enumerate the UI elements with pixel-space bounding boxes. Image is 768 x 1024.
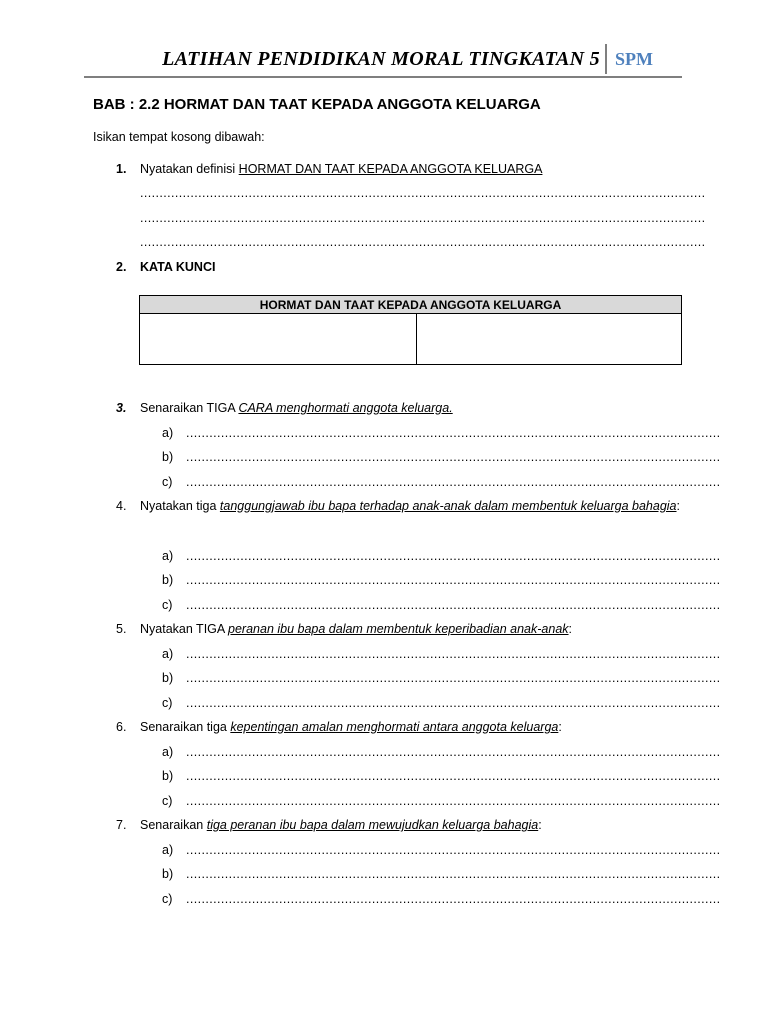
- header-title: LATIHAN PENDIDIKAN MORAL TINGKATAN 5: [162, 48, 600, 70]
- q6-sub-a-label: a): [162, 745, 174, 759]
- chapter-title: BAB : 2.2 HORMAT DAN TAAT KEPADA ANGGOTA KELUARGA: [93, 96, 541, 113]
- q6-suffix: :: [558, 720, 562, 734]
- q7-sub-a-answer[interactable]: ..........................................................................................................................................: [186, 843, 721, 857]
- page-header: [84, 40, 682, 78]
- q5-sub-a-answer[interactable]: ..........................................................................................................................................: [186, 647, 721, 661]
- q6-prefix: Senaraikan tiga: [140, 720, 231, 734]
- q6-sub-c-answer[interactable]: ..........................................................................................................................................: [186, 794, 721, 808]
- q5-text: [140, 622, 572, 636]
- q5-emphasis: peranan ibu bapa dalam membentuk keperibadian anak-anak: [228, 622, 569, 636]
- q1-answer-line-2[interactable]: ..................................................................................................................................................: [140, 211, 706, 225]
- q3-sub-b-label: b): [162, 450, 174, 464]
- q1-text: [140, 162, 542, 176]
- q3-sub-c-answer[interactable]: ..........................................................................................................................................: [186, 475, 721, 489]
- q5-sub-c-label: c): [162, 696, 173, 710]
- q4-emphasis: tanggungjawab ibu bapa terhadap anak-anak dalam membentuk keluarga bahagia: [219, 499, 677, 513]
- q6-sub-b-label: b): [162, 769, 174, 783]
- q7-text: [140, 818, 542, 832]
- q7-sub-a-label: a): [162, 843, 174, 857]
- q2-text: KATA KUNCI: [140, 260, 216, 274]
- q5-sub-b-answer[interactable]: ..........................................................................................................................................: [186, 671, 721, 685]
- q4-sub-a-answer[interactable]: ..........................................................................................................................................: [186, 549, 721, 563]
- q4-sub-c-label: c): [162, 598, 173, 612]
- q5-suffix: :: [568, 622, 573, 636]
- q4-number: 4.: [116, 499, 127, 513]
- q7-prefix: Senaraikan: [140, 818, 207, 832]
- q6-sub-a-answer[interactable]: ..........................................................................................................................................: [186, 745, 721, 759]
- q6-number: 6.: [116, 720, 127, 734]
- q7-number: 7.: [116, 818, 127, 832]
- header-divider: [605, 44, 607, 74]
- q6-text: [140, 720, 562, 734]
- q5-prefix: Nyatakan TIGA: [140, 622, 229, 636]
- q5-sub-b-label: b): [162, 671, 174, 685]
- q4-prefix: Nyatakan tiga: [140, 499, 220, 513]
- q4-suffix: :: [676, 499, 680, 513]
- q5-sub-c-answer[interactable]: ..........................................................................................................................................: [186, 696, 721, 710]
- q1-prefix: Nyatakan definisi: [140, 162, 239, 176]
- q3-sub-c-label: c): [162, 475, 173, 489]
- q4-sub-c-answer[interactable]: ..........................................................................................................................................: [186, 598, 721, 612]
- q1-underlined: HORMAT DAN TAAT KEPADA ANGGOTA KELUARGA: [238, 162, 543, 176]
- keyword-table-header: HORMAT DAN TAAT KEPADA ANGGOTA KELUARGA: [140, 296, 682, 314]
- q3-number: 3.: [116, 401, 127, 415]
- q7-emphasis: tiga peranan ibu bapa dalam mewujudkan keluarga bahagia: [206, 818, 539, 832]
- header-tag: SPM: [615, 49, 653, 69]
- keyword-cell-right[interactable]: [417, 314, 682, 365]
- q4-sub-b-answer[interactable]: ..........................................................................................................................................: [186, 573, 721, 587]
- q3-sub-a-label: a): [162, 426, 174, 440]
- q3-emphasis: CARA menghormati anggota keluarga.: [238, 401, 453, 415]
- keyword-table: [139, 295, 682, 365]
- q3-prefix: Senaraikan TIGA: [140, 401, 239, 415]
- q3-text: [140, 401, 453, 415]
- q6-sub-c-label: c): [162, 794, 173, 808]
- q7-sub-c-label: c): [162, 892, 173, 906]
- q6-emphasis: kepentingan amalan menghormati antara anggota keluarga: [230, 720, 559, 734]
- q4-sub-b-label: b): [162, 573, 174, 587]
- q7-sub-b-label: b): [162, 867, 174, 881]
- q2-number: 2.: [116, 260, 127, 274]
- q5-number: 5.: [116, 622, 127, 636]
- keyword-cell-left[interactable]: [140, 314, 417, 365]
- instruction: Isikan tempat kosong dibawah:: [93, 130, 265, 144]
- q3-sub-b-answer[interactable]: ..........................................................................................................................................: [186, 450, 721, 464]
- q4-text: [140, 494, 680, 519]
- q7-suffix: :: [538, 818, 542, 832]
- q1-number: 1.: [116, 162, 127, 176]
- q7-sub-c-answer[interactable]: ..........................................................................................................................................: [186, 892, 721, 906]
- q5-sub-a-label: a): [162, 647, 174, 661]
- q1-answer-line-3[interactable]: ..................................................................................................................................................: [140, 235, 706, 249]
- q1-answer-line-1[interactable]: ..................................................................................................................................................: [140, 186, 706, 200]
- q4-sub-a-label: a): [162, 549, 174, 563]
- q7-sub-b-answer[interactable]: ..........................................................................................................................................: [186, 867, 721, 881]
- q6-sub-b-answer[interactable]: ..........................................................................................................................................: [186, 769, 721, 783]
- q3-sub-a-answer[interactable]: ..........................................................................................................................................: [186, 426, 721, 440]
